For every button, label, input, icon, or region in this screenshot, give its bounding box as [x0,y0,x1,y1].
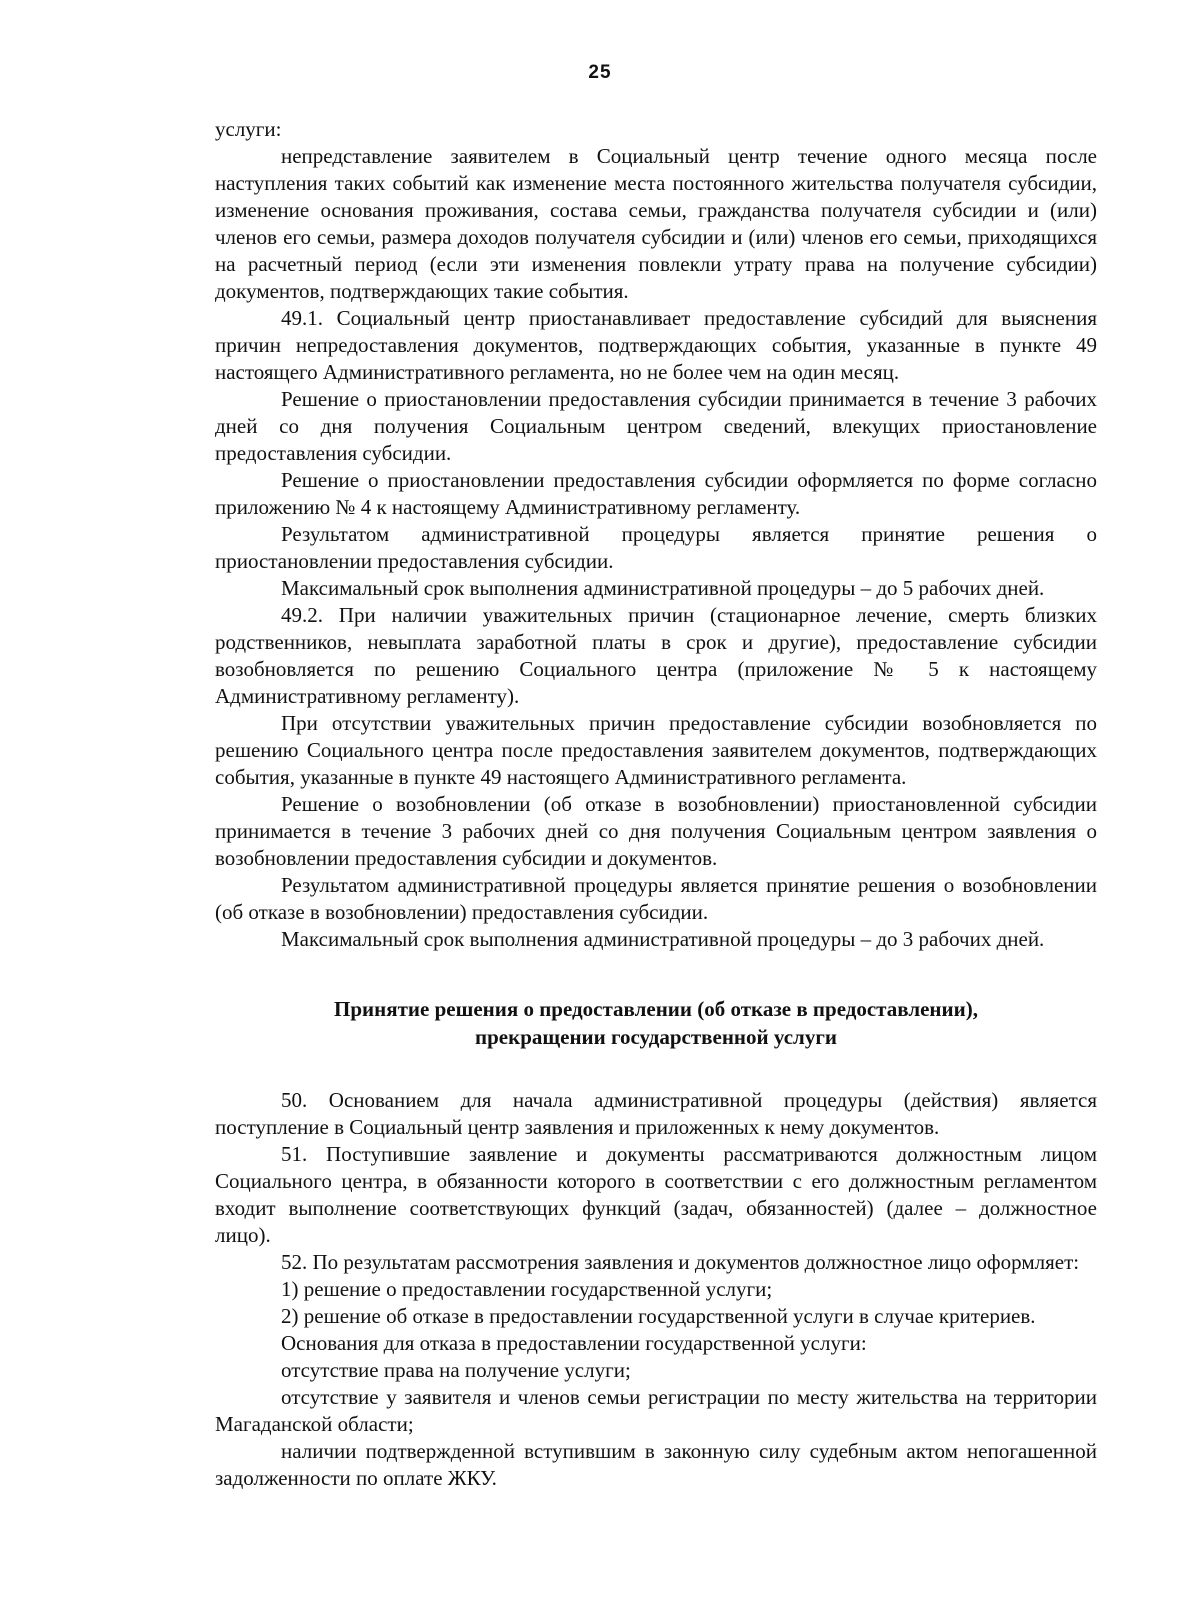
paragraph: Решение о приостановлении предоставления субсидии оформляется по форме согласно приложению № 4 к настоящему Административному регламенту. [215,468,1097,519]
paragraph-51: 51. Поступившие заявление и документы рассматриваются должностным лицом Социального центра, в обязанности которого в соответствии с его должностным регламентом входит выполнение соответствующих функций (задач, обязанностей) (далее – должностное лицо). [215,1142,1097,1247]
paragraph-49-2: 49.2. При наличии уважительных причин (стационарное лечение, смерть близких родственников, невыплата заработной платы в срок и другие), предоставление субсидии возобновляется по решению Социального центра (приложение № 5 к настоящему Административному регламенту). [215,603,1097,708]
paragraph-49-1: 49.1. Социальный центр приостанавливает предоставление субсидий для выяснения причин непредоставления документов, подтверждающих события, указанные в пункте 49 настоящего Административного регламента, но не более чем на один месяц. [215,306,1097,384]
page-number: 25 [588,62,612,83]
list-item: отсутствие права на получение услуги; [281,1358,631,1382]
paragraph: Результатом административной процедуры является принятие решения о возобновлении (об отказе в возобновлении) предоставления субсидии. [215,873,1097,924]
paragraph-continuation: услуги: [215,117,282,141]
document-body [215,116,1097,1492]
paragraph: Максимальный срок выполнения административной процедуры – до 3 рабочих дней. [281,927,1045,951]
paragraph-52: 52. По результатам рассмотрения заявления и документов должностное лицо оформляет: [281,1250,1080,1274]
paragraph: Решение о приостановлении предоставления субсидии принимается в течение 3 рабочих дней со дня получения Социальным центром сведений, влекущих приостановление предоставления субсидии. [215,387,1097,465]
paragraph: непредставление заявителем в Социальный центр течение одного месяца после наступления таких событий как изменение места постоянного жительства получателя субсидии, изменение основания проживания, состава семьи, гражданства получателя субсидии и (или) членов его семьи, размера доходов получателя субсидии и (или) членов его семьи, приходящихся на расчетный период (если эти изменения повлекли утрату права на получение субсидии) документов, подтверждающих такие события. [215,144,1097,303]
section-heading-line: прекращении государственной услуги [475,1025,837,1049]
paragraph: Основания для отказа в предоставлении государственной услуги: [281,1331,867,1355]
list-item: наличии подтвержденной вступившим в законную силу судебным актом непогашенной задолженности по оплате ЖКУ. [215,1439,1097,1490]
list-item: 1) решение о предоставлении государственной услуги; [281,1277,773,1301]
section-heading-line: Принятие решения о предоставлении (об отказе в предоставлении), [334,997,978,1021]
list-item: отсутствие у заявителя и членов семьи регистрации по месту жительства на территории Магаданской области; [215,1385,1097,1436]
paragraph: При отсутствии уважительных причин предоставление субсидии возобновляется по решению Социального центра после предоставления заявителем документов, подтверждающих события, указанные в пункте 49 настоящего Административного регламента. [215,711,1097,789]
list-item: 2) решение об отказе в предоставлении государственной услуги в случае критериев. [281,1304,1036,1328]
paragraph: Максимальный срок выполнения административной процедуры – до 5 рабочих дней. [281,576,1045,600]
section-heading [215,995,1097,1051]
paragraph: Решение о возобновлении (об отказе в возобновлении) приостановленной субсидии принимается в течение 3 рабочих дней со дня получения Социальным центром заявления о возобновлении предоставления субсидии и документов. [215,792,1097,870]
paragraph-50: 50. Основанием для начала административной процедуры (действия) является поступление в Социальный центр заявления и приложенных к нему документов. [215,1088,1097,1139]
paragraph: Результатом административной процедуры является принятие решения о приостановлении предоставления субсидии. [215,522,1097,573]
